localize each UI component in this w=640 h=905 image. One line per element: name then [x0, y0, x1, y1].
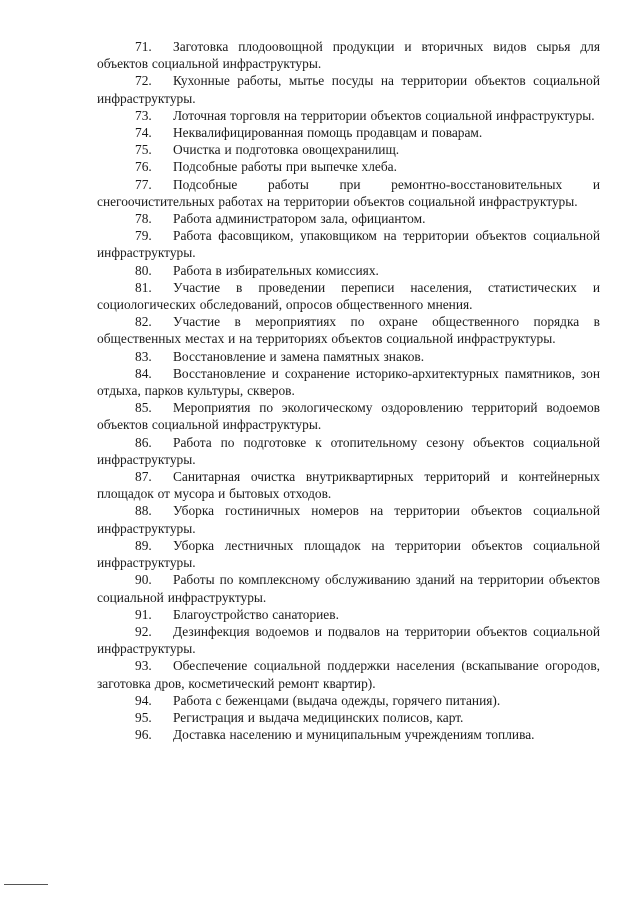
item-number: 76. [135, 159, 152, 175]
list-item [97, 279, 600, 313]
item-text: Неквалифицированная помощь продавцам и поварам. [173, 125, 483, 141]
list-item [97, 571, 600, 605]
item-number: 75. [135, 142, 152, 158]
item-text: Участие в проведении переписи населения, статистических и социологических обследований, опросов общественного мнения. [97, 279, 600, 313]
item-number: 78. [135, 211, 152, 227]
list-item [97, 726, 600, 743]
item-number: 71. [135, 39, 152, 54]
list-item [97, 158, 600, 175]
list-item [97, 537, 600, 571]
scan-edge-mark [4, 884, 48, 885]
item-text: Доставка населению и муниципальным учреждениям топлива. [173, 727, 535, 743]
list-item [97, 692, 600, 709]
list-item [97, 107, 600, 124]
item-number: 86. [135, 434, 152, 450]
item-number: 93. [135, 658, 152, 674]
list-item [97, 348, 600, 365]
item-number: 84. [135, 365, 152, 381]
item-number: 77. [135, 176, 152, 192]
item-text: Работа в избирательных комиссиях. [173, 262, 379, 278]
item-number: 92. [135, 623, 152, 639]
list-item [97, 502, 600, 536]
item-number: 96. [135, 727, 152, 743]
item-number: 94. [135, 692, 152, 708]
item-text: Благоустройство санаториев. [173, 606, 339, 622]
list-item [97, 176, 600, 210]
item-text: Работа администратором зала, официантом. [173, 211, 426, 227]
item-text: Дезинфекция водоемов и подвалов на территории объектов социальной инфраструктуры. [97, 623, 600, 657]
list-item [97, 468, 600, 502]
item-text: Очистка и подготовка овощехранилищ. [173, 142, 400, 158]
item-number: 85. [135, 400, 152, 416]
item-text: Работа с беженцами (выдача одежды, горячего питания). [173, 692, 501, 708]
item-text: Подсобные работы при выпечке хлеба. [173, 159, 397, 175]
list-item [97, 606, 600, 623]
item-number: 87. [135, 469, 152, 485]
list-item [97, 227, 600, 261]
list-item [97, 210, 600, 227]
item-number: 90. [135, 572, 152, 588]
list-item [97, 623, 600, 657]
list-item [97, 124, 600, 141]
list-item [97, 709, 600, 726]
item-text: Работа по подготовке к отопительному сезону объектов социальной инфраструктуры. [97, 434, 600, 467]
item-number: 89. [135, 537, 152, 553]
item-number: 95. [135, 709, 152, 725]
item-number: 73. [135, 107, 152, 123]
item-number: 83. [135, 348, 152, 364]
item-text: Лоточная торговля на территории объектов социальной инфраструктуры. [173, 107, 595, 123]
numbered-list [97, 38, 600, 743]
item-text: Кухонные работы, мытье посуды на территории объектов социальной инфраструктуры. [97, 73, 600, 106]
item-number: 91. [135, 606, 152, 622]
list-item [97, 365, 600, 399]
item-number: 81. [135, 279, 152, 295]
list-item [97, 72, 600, 106]
item-text: Участие в мероприятиях по охране общественного порядка в общественных местах и на территориях объектов социальной инфраструктуры. [97, 314, 600, 347]
list-item [97, 262, 600, 279]
item-text: Уборка лестничных площадок на территории объектов социальной инфраструктуры. [97, 537, 600, 571]
item-text: Обеспечение социальной поддержки населения (вскапывание огородов, заготовка дров, косметический ремонт квартир). [97, 658, 600, 691]
item-text: Подсобные работы при ремонтно-восстановительных и снегоочистительных работах на территории объектов социальной инфраструктуры. [97, 176, 600, 209]
item-text: Мероприятия по экологическому оздоровлению территорий водоемов объектов социальной инфраструктуры. [97, 400, 600, 433]
list-item [97, 434, 600, 468]
list-item [97, 38, 600, 72]
list-item [97, 141, 600, 158]
item-number: 82. [135, 314, 152, 330]
item-number: 80. [135, 262, 152, 278]
item-text: Работы по комплексному обслуживанию зданий на территории объектов социальной инфраструктуры. [97, 572, 600, 605]
item-number: 88. [135, 503, 152, 519]
item-text: Уборка гостиничных номеров на территории объектов социальной инфраструктуры. [97, 503, 600, 536]
list-item [97, 399, 600, 433]
list-item [97, 313, 600, 347]
item-text: Восстановление и замена памятных знаков. [173, 348, 425, 364]
item-number: 74. [135, 125, 152, 141]
item-text: Работа фасовщиком, упаковщиком на территории объектов социальной инфраструктуры. [97, 228, 600, 261]
item-text: Регистрация и выдача медицинских полисов, карт. [173, 709, 464, 725]
item-text: Заготовка плодоовощной продукции и вторичных видов сырья для объектов социальной инфраструктуры. [97, 39, 600, 72]
item-number: 79. [135, 228, 152, 244]
item-text: Санитарная очистка внутриквартирных территорий и контейнерных площадок от мусора и бытовых отходов. [97, 469, 600, 502]
item-text: Восстановление и сохранение историко-архитектурных памятников, зон отдыха, парков культуры, скверов. [97, 365, 600, 399]
list-item [97, 657, 600, 691]
item-number: 72. [135, 73, 152, 89]
